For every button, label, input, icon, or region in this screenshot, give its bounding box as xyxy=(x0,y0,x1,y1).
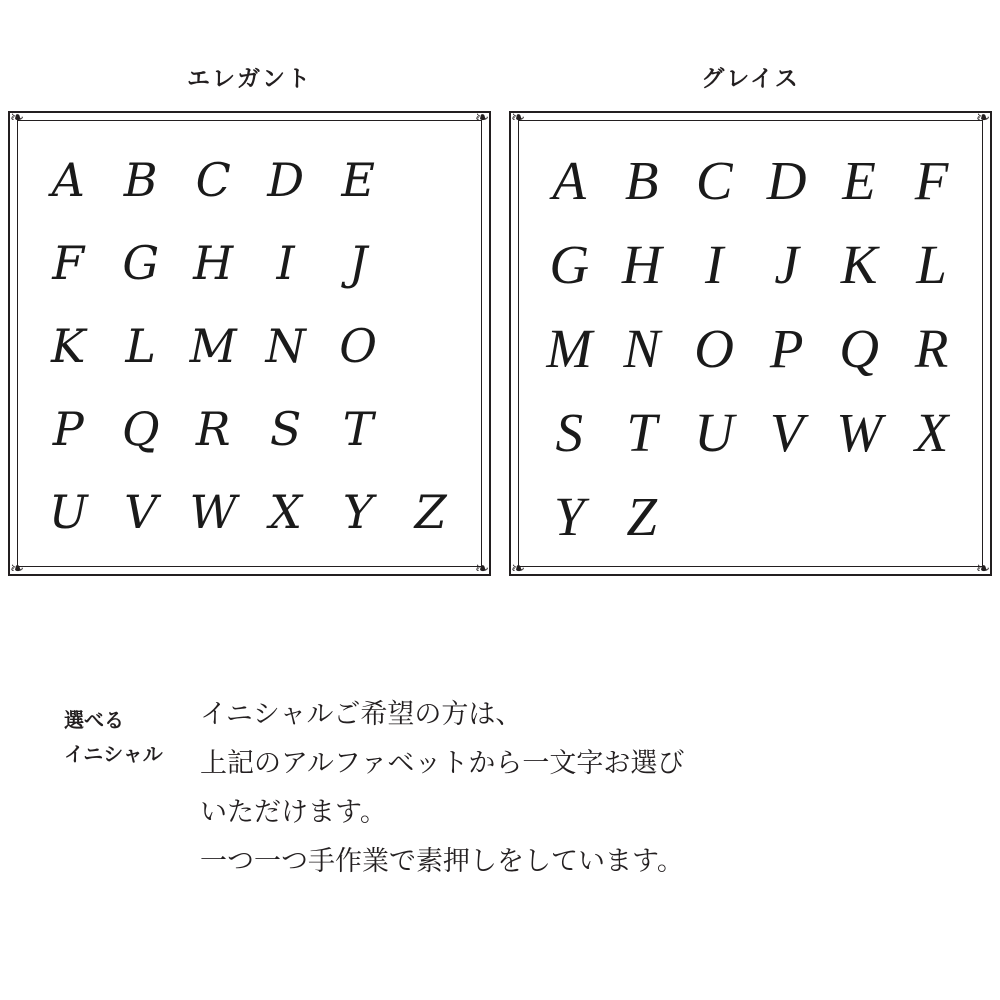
ornament-corner-icon: ❧ xyxy=(9,559,25,578)
font-panel-elegant xyxy=(8,60,491,576)
alphabet-letter xyxy=(394,305,466,388)
alphabet-letter: N xyxy=(265,319,306,373)
alphabet-letter: A xyxy=(51,153,85,207)
alphabet-letter: Q xyxy=(839,318,879,379)
alphabet-letter: Z xyxy=(626,486,657,547)
alphabet-letter: L xyxy=(125,319,156,373)
alphabet-letter: E xyxy=(341,153,375,207)
alphabet-letter: K xyxy=(840,234,878,295)
font-panel-title-grace: グレイス xyxy=(701,65,800,91)
alphabet-letter: E xyxy=(842,150,876,211)
ornament-corner-icon: ❧ xyxy=(9,108,25,127)
alphabet-letter: Y xyxy=(342,485,374,539)
ornament-corner-icon: ❧ xyxy=(975,108,991,127)
alphabet-letter: M xyxy=(189,319,237,373)
ornament-corner-icon: ❧ xyxy=(975,559,991,578)
alphabet-letter: D xyxy=(267,153,305,207)
alphabet-letter: M xyxy=(546,318,593,379)
alphabet-letter: G xyxy=(549,234,590,295)
alphabet-letter: H xyxy=(193,236,234,290)
alphabet-letter: W xyxy=(189,485,237,539)
alphabet-letter: K xyxy=(51,319,86,373)
font-panel-grace xyxy=(509,60,992,576)
alphabet-letter: W xyxy=(836,402,883,463)
alphabet-letter: G xyxy=(122,236,160,290)
alphabet-grid-grace xyxy=(533,139,968,554)
alphabet-letter: Z xyxy=(414,485,447,539)
alphabet-letter: O xyxy=(694,318,735,379)
font-panel-title-elegant: エレガント xyxy=(187,65,312,91)
alphabet-letter xyxy=(394,388,466,471)
alphabet-letter: P xyxy=(769,318,804,379)
alphabet-letter: C xyxy=(695,150,733,211)
alphabet-letter: D xyxy=(766,150,807,211)
alphabet-letter: B xyxy=(123,153,158,207)
alphabet-letter: R xyxy=(195,402,231,456)
alphabet-letter: V xyxy=(124,485,158,539)
description-line: 一つ一つ手作業で素押しをしています。 xyxy=(200,846,684,876)
alphabet-letter: B xyxy=(624,150,659,211)
ornament-corner-icon: ❧ xyxy=(474,108,490,127)
alphabet-letter: O xyxy=(339,319,377,373)
alphabet-letter: J xyxy=(348,236,368,290)
description-line: いただけます。 xyxy=(200,797,387,827)
alphabet-letter: A xyxy=(552,150,587,211)
alphabet-letter: C xyxy=(195,153,231,207)
alphabet-letter: F xyxy=(914,150,949,211)
alphabet-letter: I xyxy=(705,234,724,295)
initial-description-label-line2: イニシャル xyxy=(64,744,163,766)
alphabet-letter: V xyxy=(769,402,804,463)
alphabet-letter: N xyxy=(623,318,661,379)
ornament-corner-icon: ❧ xyxy=(474,559,490,578)
alphabet-letter xyxy=(394,139,466,222)
alphabet-letter: X xyxy=(914,402,949,463)
alphabet-letter: T xyxy=(626,402,657,463)
alphabet-letter: L xyxy=(916,234,947,295)
font-sample-panels xyxy=(8,60,992,576)
initial-description-section xyxy=(0,690,1000,886)
description-line: 上記のアルファベットから一文字お選び xyxy=(200,748,685,778)
alphabet-letter: S xyxy=(269,402,302,456)
initial-description-label-line1: 選べる xyxy=(64,710,124,732)
ornament-corner-icon: ❧ xyxy=(510,108,526,127)
alphabet-letter xyxy=(394,222,466,305)
alphabet-letter: F xyxy=(52,236,85,290)
alphabet-letter: I xyxy=(276,236,295,290)
alphabet-letter: S xyxy=(555,402,583,463)
alphabet-letter: H xyxy=(621,234,662,295)
description-line: イニシャルご希望の方は、 xyxy=(200,699,523,729)
alphabet-letter: Y xyxy=(553,486,585,547)
alphabet-letter: U xyxy=(694,402,735,463)
alphabet-frame-elegant xyxy=(8,108,491,578)
alphabet-letter: U xyxy=(48,485,88,539)
initial-description-label xyxy=(0,690,200,772)
ornament-corner-icon: ❧ xyxy=(510,559,526,578)
alphabet-frame-grace xyxy=(509,108,992,578)
alphabet-letter: X xyxy=(269,485,303,539)
initial-description-body xyxy=(200,690,1000,886)
alphabet-letter: T xyxy=(342,402,374,456)
alphabet-grid-elegant xyxy=(32,139,467,554)
alphabet-letter: Q xyxy=(121,402,160,456)
alphabet-letter: R xyxy=(914,318,949,379)
alphabet-letter: P xyxy=(52,402,84,456)
alphabet-letter: J xyxy=(774,234,799,295)
